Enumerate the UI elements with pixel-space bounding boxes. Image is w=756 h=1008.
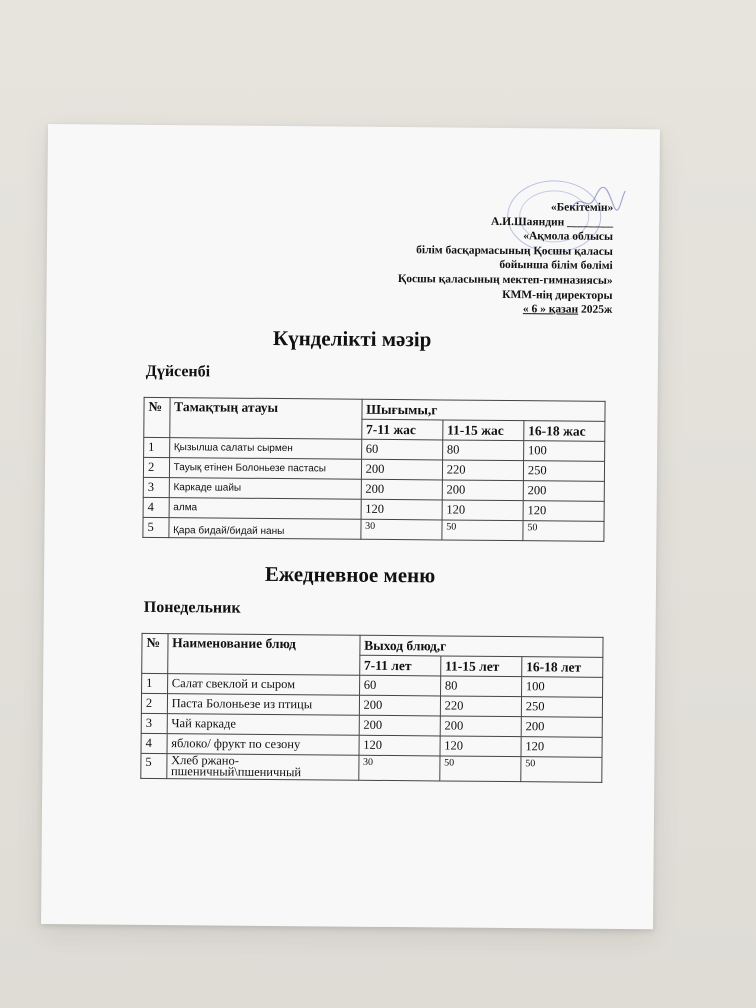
signature-blank: ________ — [567, 216, 614, 229]
table-header-row — [144, 397, 605, 421]
row-num: 1 — [142, 673, 168, 693]
row-value: 220 — [440, 696, 521, 717]
row-dish: Қара бидай/бидай наны — [169, 518, 361, 540]
row-dish: Каркаде шайы — [169, 478, 361, 500]
row-dish: Паста Болоньезе из птицы — [167, 694, 359, 716]
row-dish — [166, 754, 358, 781]
russian-menu-title: Ежедневное меню — [264, 561, 436, 588]
row-num: 4 — [143, 497, 169, 517]
row-num: 5 — [141, 753, 167, 778]
row-dish: яблоко/ фрукт по сезону — [167, 734, 359, 756]
header-output: Выход блюд,г — [360, 635, 604, 657]
row-value: 200 — [361, 459, 442, 480]
age-col-3: 16-18 лет — [522, 657, 603, 678]
row-value: 80 — [442, 440, 523, 461]
row-value: 120 — [359, 735, 440, 756]
row-dish: Салат свеклой и сыром — [167, 674, 359, 696]
approval-org-line-4: Қосшы қаласының мектеп-гимназиясы» — [397, 273, 613, 287]
approval-position: КММ-нің директоры — [502, 288, 613, 302]
russian-day-label: Понедельник — [143, 598, 241, 617]
row-num: 2 — [141, 693, 167, 713]
row-num: 1 — [144, 437, 170, 457]
kazakh-menu-table — [142, 397, 605, 542]
document-page — [41, 124, 660, 929]
row-num: 3 — [143, 477, 169, 497]
row-value: 200 — [359, 695, 440, 716]
approval-date — [352, 301, 612, 318]
row-value: 60 — [361, 439, 442, 460]
row-value: 120 — [521, 737, 602, 758]
header-num: № — [142, 633, 168, 673]
row-value: 50 — [523, 521, 604, 542]
approval-org-line-2: білім басқармасының Қосшы қаласы — [416, 243, 613, 258]
row-num: 3 — [141, 713, 167, 733]
header-dish: Наименование блюд — [167, 634, 359, 676]
age-col-2: 11-15 лет — [440, 656, 521, 677]
approval-org-line-3: бойынша білім бөлімі — [499, 259, 613, 273]
row-value: 200 — [440, 716, 521, 737]
table-row — [143, 517, 604, 541]
table-row — [141, 753, 602, 782]
row-value: 50 — [442, 520, 523, 541]
table-header-row — [142, 633, 603, 657]
row-value: 200 — [521, 717, 602, 738]
age-col-2: 11-15 жас — [443, 420, 524, 441]
row-value: 120 — [440, 736, 521, 757]
row-value: 220 — [442, 460, 523, 481]
row-dish: Чай каркаде — [167, 714, 359, 736]
row-value: 100 — [523, 441, 604, 462]
row-num: 2 — [143, 457, 169, 477]
row-value: 120 — [361, 499, 442, 520]
approval-org-line-1: «Ақмола облысы — [523, 230, 614, 244]
kazakh-menu-title: Күнделікті мәзір — [272, 325, 432, 352]
row-value: 250 — [521, 697, 602, 718]
row-dish: Қызылша салаты сырмен — [169, 438, 361, 460]
approval-date-day: « 6 » қазан — [522, 303, 579, 316]
row-value: 100 — [521, 677, 602, 698]
row-value: 50 — [521, 757, 602, 783]
age-col-1: 7-11 жас — [361, 419, 442, 440]
header-num: № — [144, 397, 170, 437]
row-value: 60 — [359, 675, 440, 696]
row-value: 200 — [359, 715, 440, 736]
row-dish-line-2: пшеничный\пшеничный — [170, 764, 302, 780]
row-value: 80 — [440, 676, 521, 697]
row-dish-line-1: Хлеб ржано- — [171, 753, 240, 768]
kazakh-day-label: Дүйсенбі — [145, 362, 211, 381]
row-value: 200 — [523, 481, 604, 502]
russian-menu-table — [140, 633, 603, 783]
header-dish: Тамақтың атауы — [169, 398, 361, 440]
header-output: Шығымы,г — [362, 399, 606, 421]
row-value: 120 — [442, 500, 523, 521]
row-value: 30 — [361, 519, 442, 540]
director-name: А.И.Шаяндин — [490, 215, 565, 229]
row-value: 200 — [442, 480, 523, 501]
row-dish: Тауық етінен Болоньезе пастасы — [169, 458, 361, 480]
approval-date-year: 2025ж — [578, 303, 613, 317]
age-col-1: 7-11 лет — [359, 655, 440, 676]
age-col-3: 16-18 жас — [524, 421, 605, 442]
row-value: 50 — [440, 756, 521, 782]
row-num: 4 — [141, 733, 167, 753]
row-value: 200 — [361, 479, 442, 500]
row-dish: алма — [169, 498, 361, 520]
row-num: 5 — [143, 517, 169, 537]
row-value: 250 — [523, 461, 604, 482]
approval-block — [352, 199, 613, 318]
row-value: 120 — [523, 501, 604, 522]
row-value: 30 — [358, 755, 439, 781]
approval-heading: «Бекітемін» — [550, 201, 614, 214]
